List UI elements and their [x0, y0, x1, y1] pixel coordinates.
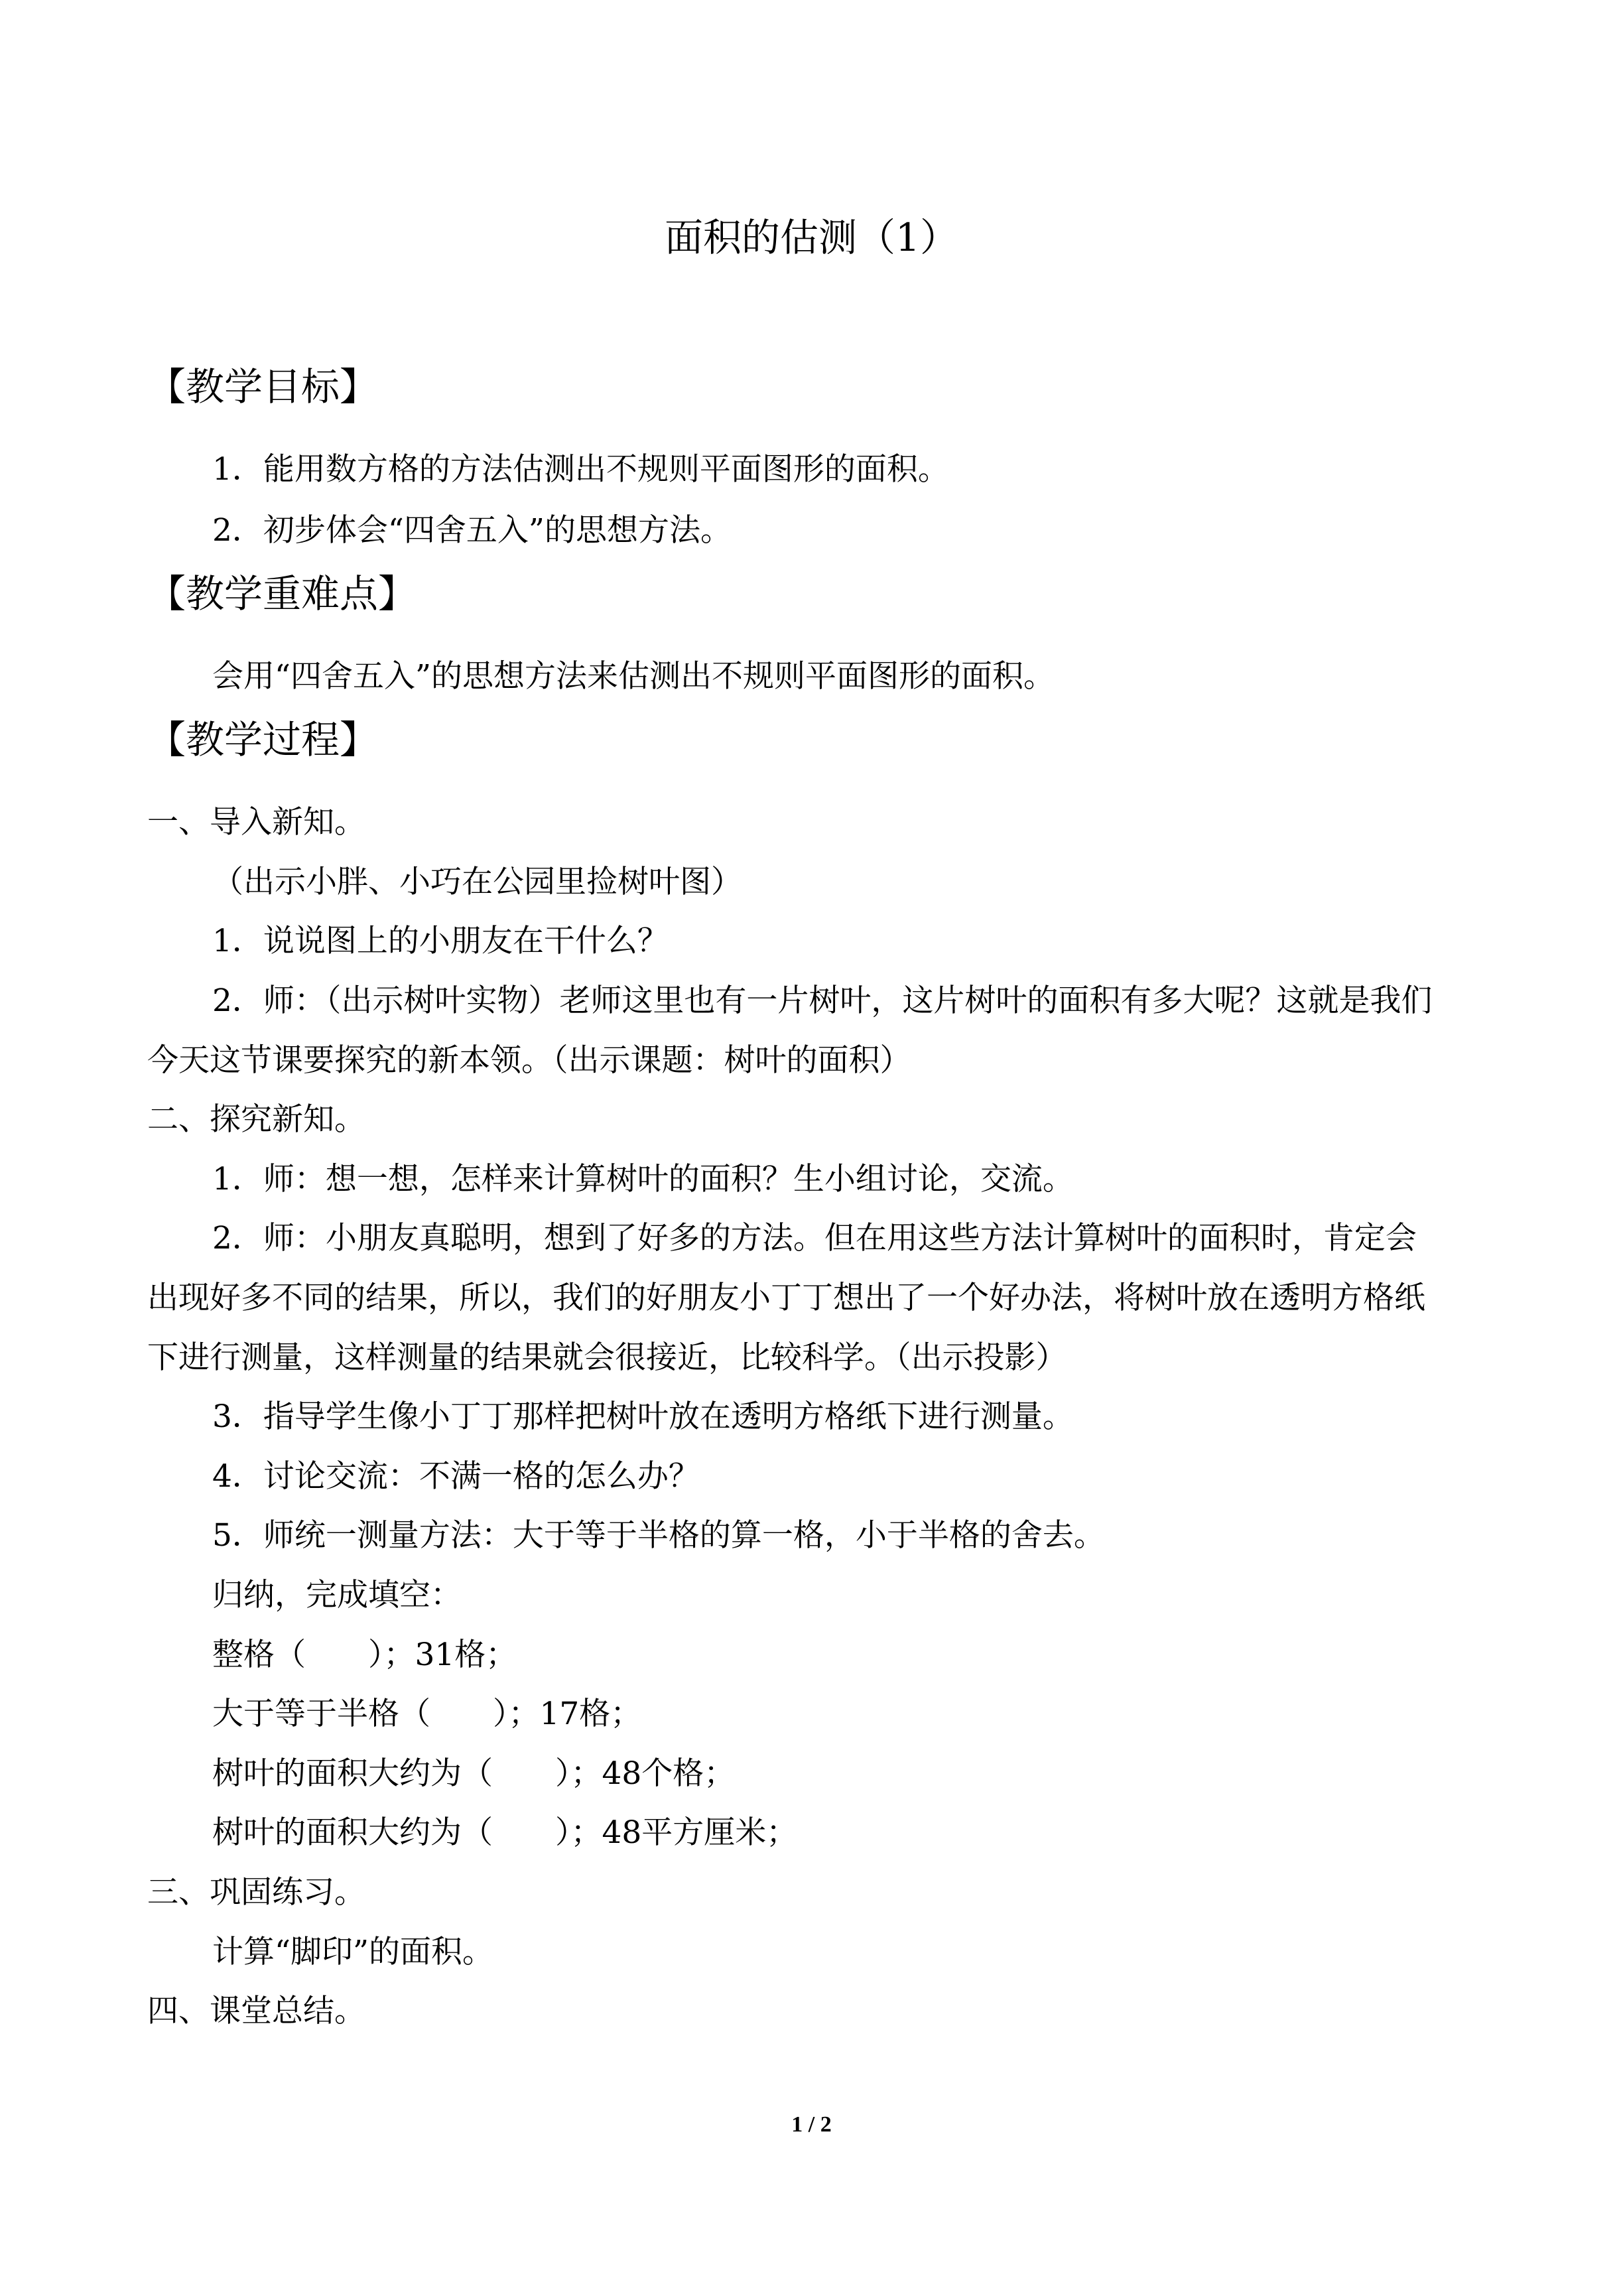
- process-line: 4．讨论交流：不满一格的怎么办？: [212, 1458, 700, 1495]
- process-part-title: 二、探究新知。: [147, 1101, 365, 1138]
- objective-item: 1．能用数方格的方法估测出不规则平面图形的面积。: [212, 451, 949, 488]
- process-line: 2．师：（出示树叶实物）老师这里也有一片树叶，这片树叶的面积有多大呢？这就是我们: [212, 982, 1433, 1019]
- fill-blank-line: 整格（ ）；31格；: [212, 1637, 517, 1673]
- key-points-text: 会用“四舍五入”的思想方法来估测出不规则平面图形的面积。: [212, 658, 1055, 695]
- page-number: 1 / 2: [791, 2112, 832, 2137]
- process-line: 5．师统一测量方法：大于等于半格的算一格，小于半格的舍去。: [212, 1517, 1105, 1554]
- process-part-title: 四、课堂总结。: [147, 1993, 365, 2029]
- process-part-title: 三、巩固练习。: [147, 1874, 365, 1911]
- process-line: 今天这节课要探究的新本领。（出示课题：树叶的面积）: [147, 1042, 911, 1079]
- fill-blank-line: 树叶的面积大约为（ ）；48个格；: [212, 1755, 736, 1792]
- objective-item: 2．初步体会“四舍五入”的思想方法。: [212, 512, 732, 549]
- process-line: 计算“脚印”的面积。: [212, 1934, 494, 1970]
- process-part-title: 一、导入新知。: [147, 804, 365, 841]
- process-line: 2．师：小朋友真聪明，想到了好多的方法。但在用这些方法计算树叶的面积时，肯定会: [212, 1220, 1417, 1256]
- fill-blank-line: 大于等于半格（ ）；17格；: [212, 1696, 642, 1732]
- process-line: 归纳，完成填空：: [212, 1577, 462, 1613]
- process-line: 1．说说图上的小朋友在干什么？: [212, 923, 669, 959]
- fill-blank-line: 树叶的面积大约为（ ）；48平方厘米；: [212, 1814, 798, 1851]
- section-heading-objectives: 【教学目标】: [147, 364, 379, 409]
- process-line: 3．指导学生像小丁丁那样把树叶放在透明方格纸下进行测量。: [212, 1398, 1074, 1435]
- process-line: 1．师：想一想，怎样来计算树叶的面积？生小组讨论，交流。: [212, 1161, 1074, 1197]
- process-line: 出现好多不同的结果，所以，我们的好朋友小丁丁想出了一个好办法，将树叶放在透明方格纸: [147, 1280, 1425, 1316]
- page-title: 面积的估测（1）: [665, 215, 958, 260]
- process-line: （出示小胖、小巧在公园里捡树叶图）: [212, 864, 742, 900]
- section-heading-process: 【教学过程】: [147, 717, 379, 762]
- process-line: 下进行测量，这样测量的结果就会很接近，比较科学。（出示投影）: [147, 1339, 1067, 1376]
- section-heading-key-points: 【教学重难点】: [147, 571, 417, 616]
